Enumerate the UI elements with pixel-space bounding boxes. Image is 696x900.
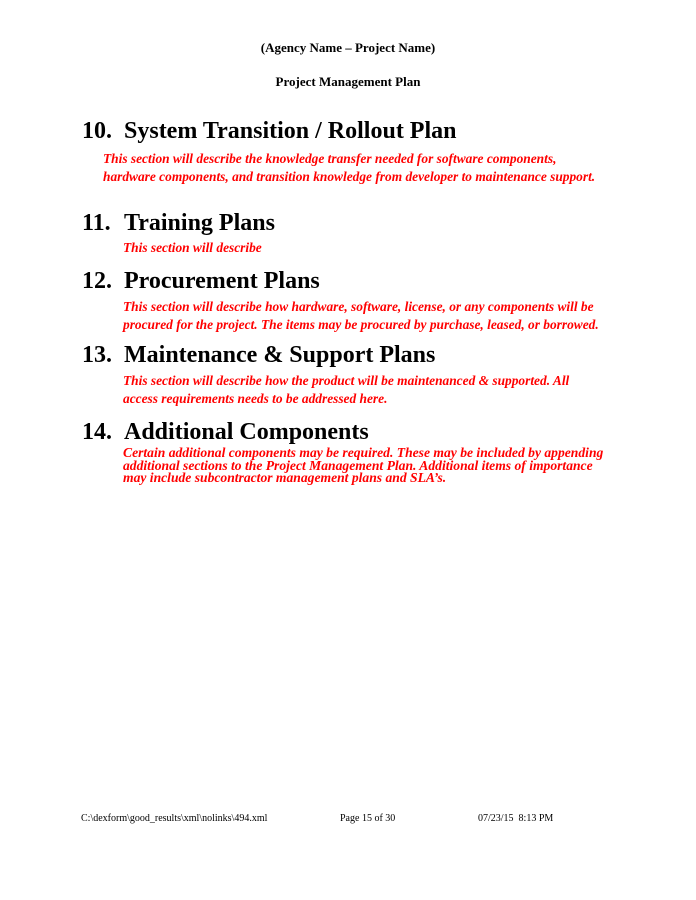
section-number: 10. bbox=[82, 118, 112, 144]
description-line: Certain additional components may be required. These may be included by appending bbox=[123, 445, 604, 460]
section-description bbox=[123, 372, 569, 408]
section-number: 12. bbox=[82, 268, 112, 294]
section-title: Maintenance & Support Plans bbox=[124, 342, 436, 368]
description-line: hardware components, and transition knowledge from developer to maintenance support. bbox=[103, 169, 596, 184]
section-number: 14. bbox=[82, 419, 112, 445]
section-title: Additional Components bbox=[124, 419, 369, 445]
section-heading bbox=[82, 210, 275, 237]
section-title: System Transition / Rollout Plan bbox=[124, 118, 457, 144]
footer-page-number: Page 15 of 30 bbox=[340, 813, 396, 824]
section-heading bbox=[82, 118, 456, 145]
description-line: additional sections to the Project Management Plan. Additional items of importance bbox=[123, 457, 593, 473]
agency-project-name: (Agency Name – Project Name) bbox=[260, 40, 436, 55]
section-description bbox=[103, 150, 595, 186]
footer-file-path: C:\dexform\good_results\xml\nolinks\494.xml bbox=[81, 813, 268, 824]
description-line: This section will describe how hardware, software, license, or any components will be bbox=[123, 299, 594, 314]
section-heading bbox=[82, 342, 435, 369]
footer-datetime: 07/23/15 8:13 PM bbox=[478, 813, 554, 824]
section-heading bbox=[82, 268, 320, 295]
section-description bbox=[123, 447, 603, 485]
description-line: This section will describe the knowledge transfer needed for software components, bbox=[103, 151, 557, 166]
section-description bbox=[123, 298, 599, 334]
description-line: may include subcontractor management plans and SLA’s. bbox=[123, 470, 447, 485]
section-heading bbox=[82, 419, 369, 446]
description-line: procured for the project. The items may be procured by purchase, leased, or borrowed. bbox=[123, 317, 599, 332]
section-number: 11. bbox=[82, 210, 111, 236]
document-title: Project Management Plan bbox=[275, 74, 421, 89]
description-line: This section will describe how the product will be maintenanced & supported. All bbox=[123, 373, 570, 388]
description-line: access requirements needs to be addressed here. bbox=[123, 391, 388, 406]
section-title: Procurement Plans bbox=[124, 268, 320, 294]
section-number: 13. bbox=[82, 342, 112, 368]
description-line: This section will describe bbox=[123, 240, 262, 255]
section-title: Training Plans bbox=[124, 210, 275, 236]
section-description bbox=[123, 239, 262, 257]
